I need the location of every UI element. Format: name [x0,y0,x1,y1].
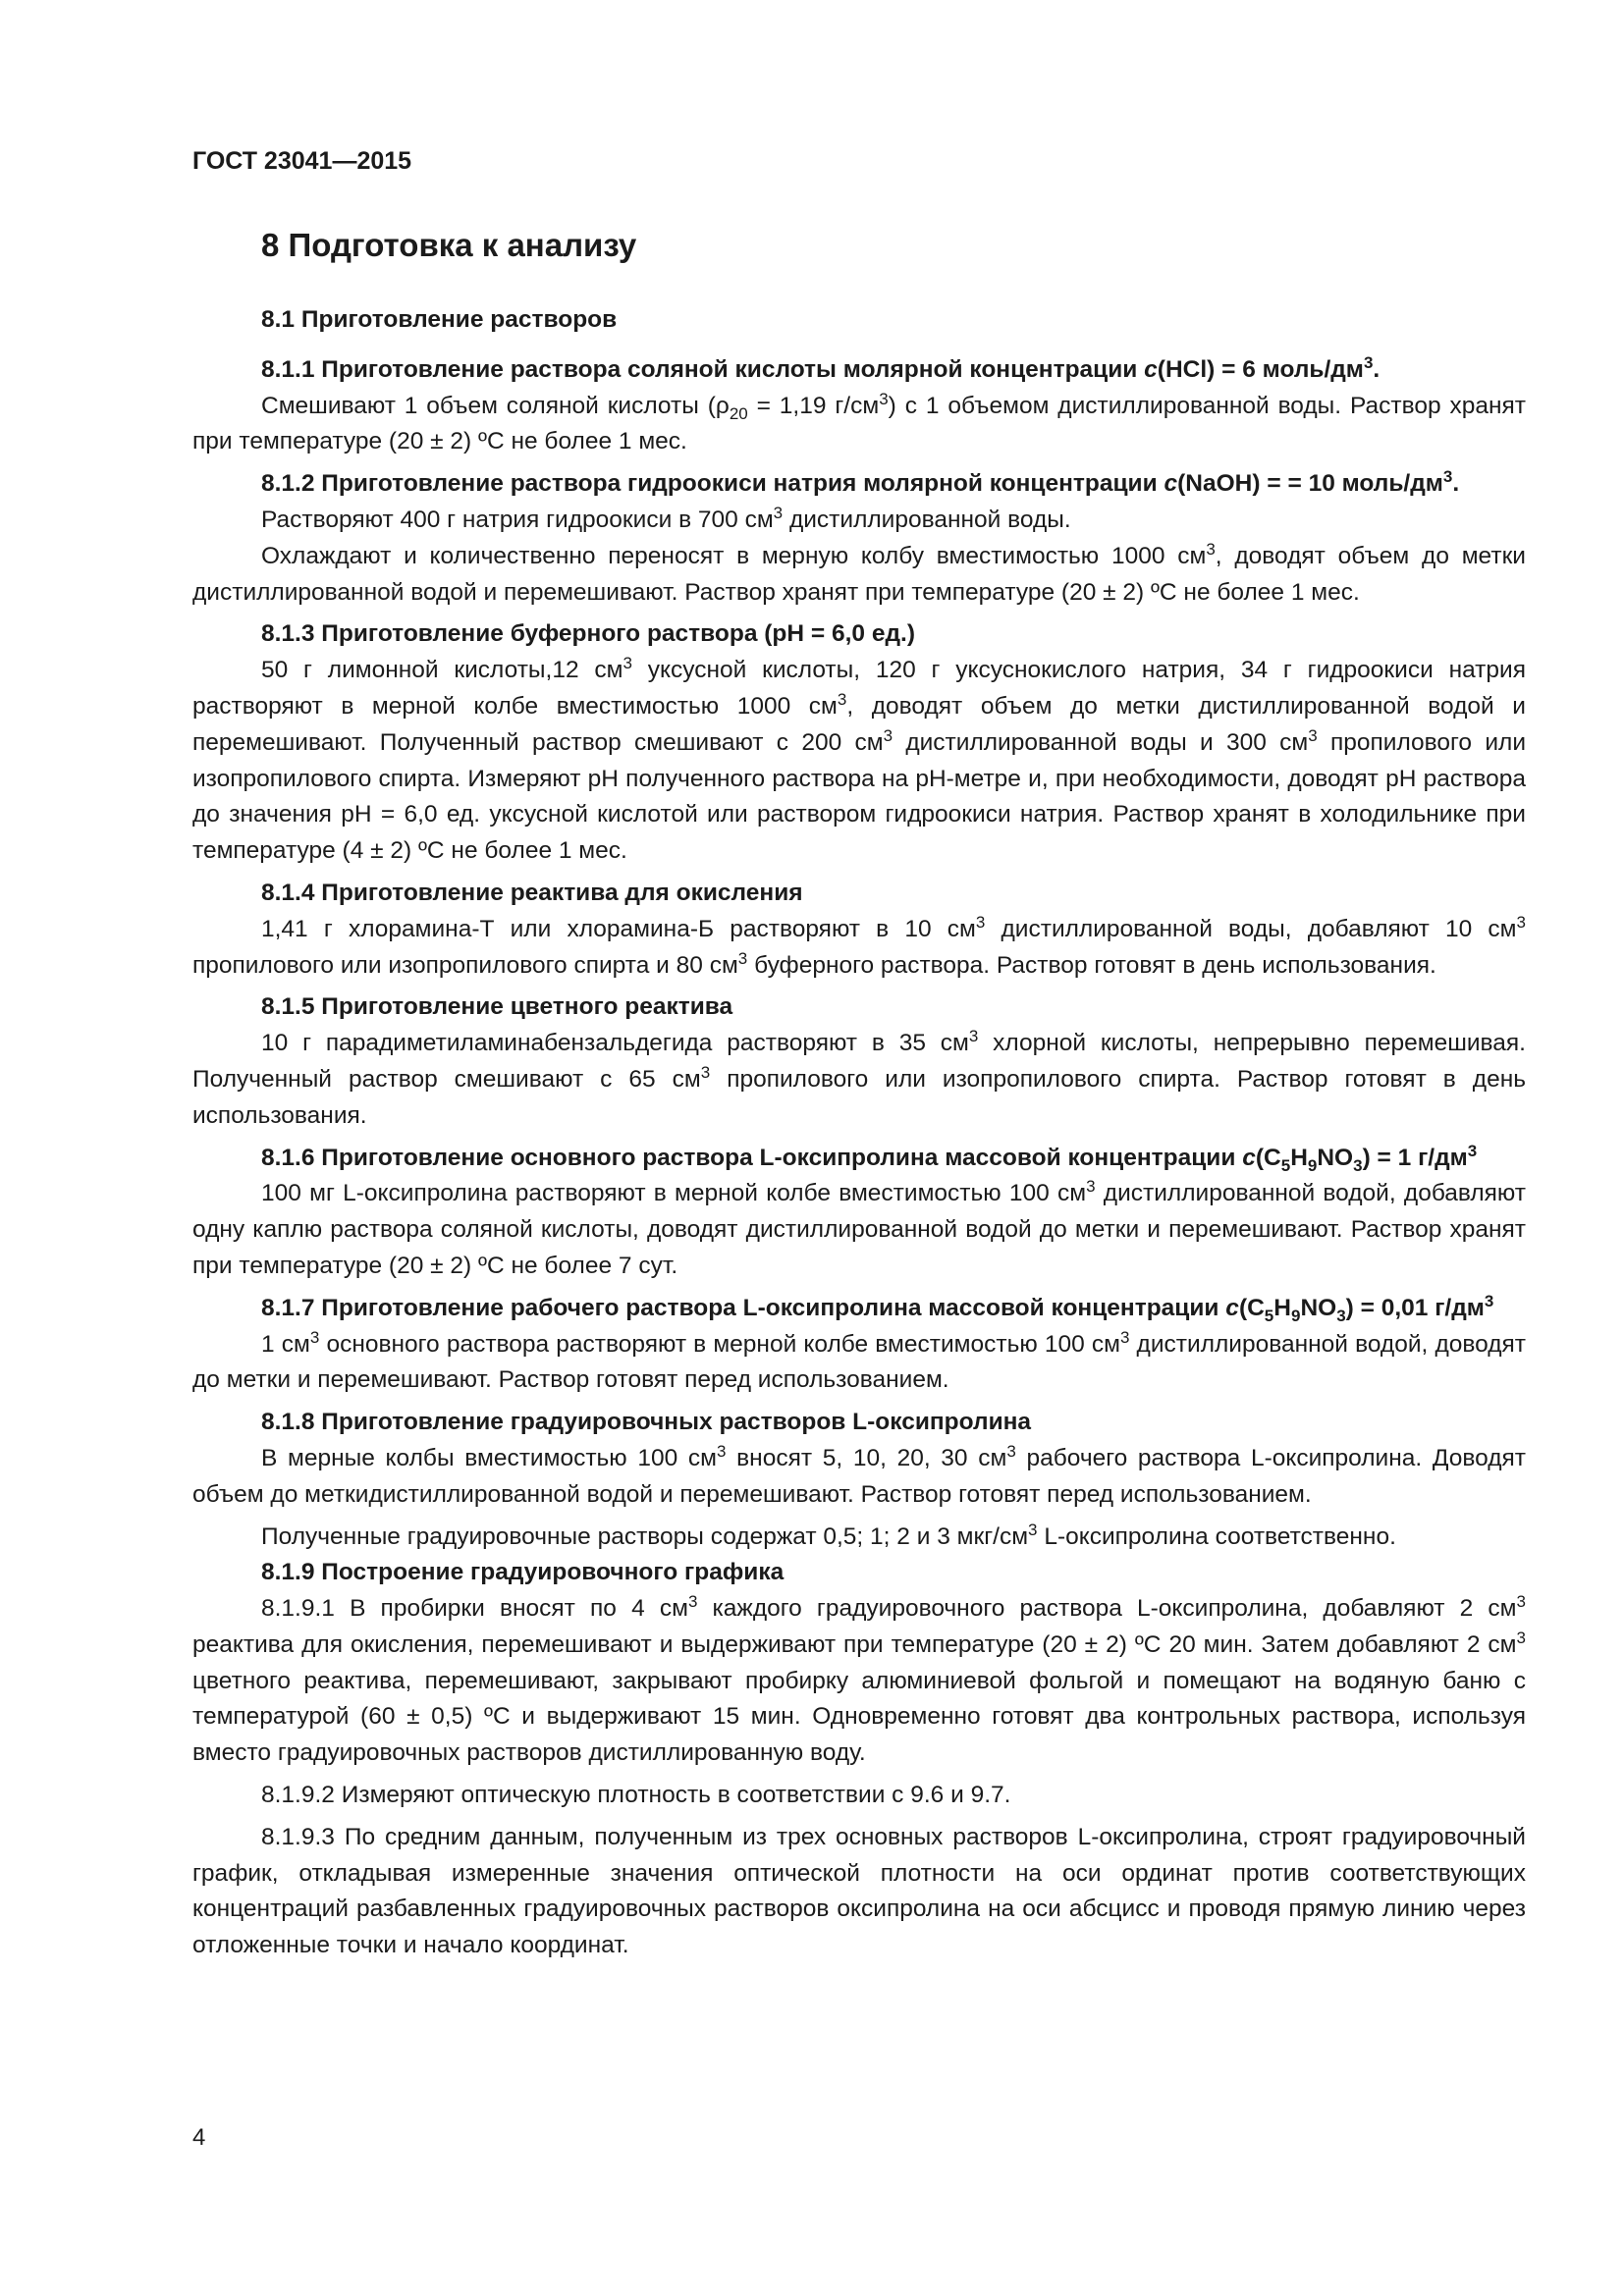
clause-8-1-8-text-1: В мерные колбы вместимостью 100 $см^3$ вносят 5, 10, 20, 30 $см^3$ рабочего раствора L-оксипролина. Доводят объем до меткидистиллированной водой и перемешивают. Раствор готовят перед использованием. [192,1441,1526,1508]
clause-8-1-6-title: 8.1.6 Приготовление основного раствора L-оксипролина массовой концентрации $c(C_5H_9NO_3) = 1$ $г/дм^3$ [261,1141,1478,1175]
clause-8-1-2-title: 8.1.2 Приготовление раствора гидроокиси натрия молярной концентрации c(NaOH) = = 10 моль/$дм^3$. [261,467,1460,498]
clause-8-1-3-title: 8.1.3 Приготовление буферного раствора (рН = 6,0 ед.) [261,620,916,648]
clause-8-1-1-text: Смешивают 1 объем соляной кислоты ($\rho_{20} = 1,19$ $г/см^3$) с 1 объемом дистиллированной воды. Раствор хранят при температуре (20 ± 2) ºС не более 1 мес. [192,389,1526,455]
clause-8-1-6-text: 100 мг L-оксипролина растворяют в мерной колбе вместимостью 100 $см^3$ дистиллированной водой, добавляют одну каплю раствора соляной кислоты, доводят дистиллированной водой до метки и перемешивают. Раствор хранят при температуре (20 ± 2) ºС не более 7 сут. [192,1177,1526,1279]
clause-8-1-3-text: 50 г лимонной кислоты,12 $см^3$ уксусной кислоты, 120 г уксуснокислого натрия, 34 г гидроокиси натрия растворяют в мерной колбе вместимостью 1000 $см^3$, доводят объем до метки дистиллированной водой и перемешивают. Полученный раствор смешивают с 200 $см^3$ дистиллированной воды и 300 $см^3$ пропилового или изопропилового спирта. Измеряют рН полученного раствора на рН-метре и, при необходимости, доводят рН раствора до значения рН = 6,0 ед. уксусной кислотой или раствором гидроокиси натрия. Раствор хранят в холодильнике при температуре (4 ± 2) ºС не более 1 мес. [192,654,1527,865]
clause-8-1-7-text: 1 $см^3$ основного раствора растворяют в мерной колбе вместимостью 100 $см^3$ дистиллированной водой, доводят до метки и перемешивают. Раствор готовят перед использованием. [192,1327,1526,1394]
clause-8-1-9-3-text: 8.1.9.3 По средним данным, полученным из трех основных растворов L-оксипролина, строят градуировочный график, откладывая измеренные значения оптической плотности на оси ординат против соответствующих концентраций разбавленных градуировочных растворов оксипролина на оси абсцисс и проводя прямую линию через отложенные точки и начало координат. [192,1823,1526,1959]
clause-8-1-8-text-2: Полученные градуировочные растворы содержат 0,5; 1; 2 и 3 мкг/$см^3$ L-оксипролина соответственно. [261,1520,1396,1550]
clause-8-1-7-title: 8.1.7 Приготовление рабочего раствора L-оксипролина массовой концентрации $c(C_5H_9NO_3) = 0,01$ $г/дм^3$ [261,1291,1494,1325]
subsection-8-1-title: 8.1 Приготовление растворов [261,306,618,333]
clause-8-1-1-title: 8.1.1 Приготовление раствора соляной кислоты молярной концентрации c(HCl) = 6 моль/$дм^3$. [261,352,1380,383]
page-number: 4 [192,2124,206,2151]
clause-8-1-4-title: 8.1.4 Приготовление реактива для окисления [261,879,803,906]
clause-8-1-4-text: 1,41 г хлорамина-Т или хлорамина-Б растворяют в 10 $см^3$ дистиллированной воды, добавляют 10 $см^3$ пропилового или изопропилового спирта и 80 $см^3$ буферного раствора. Раствор готовят в день использования. [192,912,1526,979]
clause-8-1-5-text: 10 г парадиметиламинабензальдегида растворяют в 35 $см^3$ хлорной кислоты, непрерывно перемешивая. Полученный раствор смешивают с 65 $см^3$ пропилового или изопропилового спирта. Раствор готовят в день использования. [192,1027,1526,1129]
clause-8-1-2-text-1: Растворяют 400 г натрия гидроокиси в 700 $см^3$ дистиллированной воды. [261,503,1071,533]
clause-8-1-2-text-2: Охлаждают и количественно переносят в мерную колбу вместимостью 1000 $см^3$, доводят объем до метки дистиллированной водой и перемешивают. Раствор хранят при температуре (20 ± 2) ºС не более 1 мес. [192,539,1526,606]
document-header: ГОСТ 23041—2015 [192,147,412,175]
clause-8-1-9-title: 8.1.9 Построение градуировочного графика [261,1559,785,1586]
page-content [192,224,1526,1964]
clause-8-1-8-title: 8.1.8 Приготовление градуировочных растворов L-оксипролина [261,1409,1032,1436]
clause-8-1-9-1-text: 8.1.9.1 В пробирки вносят по 4 $см^3$ каждого градуировочного раствора L-оксипролина, добавляют 2 $см^3$ реактива для окисления, перемешивают и выдерживают при температуре (20 ± 2) ºС 20 мин. Затем добавляют 2 $см^3$ цветного реактива, перемешивают, закрывают пробирку алюминиевой фольгой и помещают на водяную баню с температурой (60 ± 0,5) ºС и выдерживают 15 мин. Одновременно готовят два контрольных раствора, используя вместо градуировочных растворов дистиллированную воду. [192,1592,1526,1767]
clause-8-1-9-2-text: 8.1.9.2 Измеряют оптическую плотность в соответствии с 9.6 и 9.7. [261,1782,1011,1809]
clause-8-1-5-title: 8.1.5 Приготовление цветного реактива [261,993,733,1021]
section-title: 8 Подготовка к анализу [261,227,637,263]
